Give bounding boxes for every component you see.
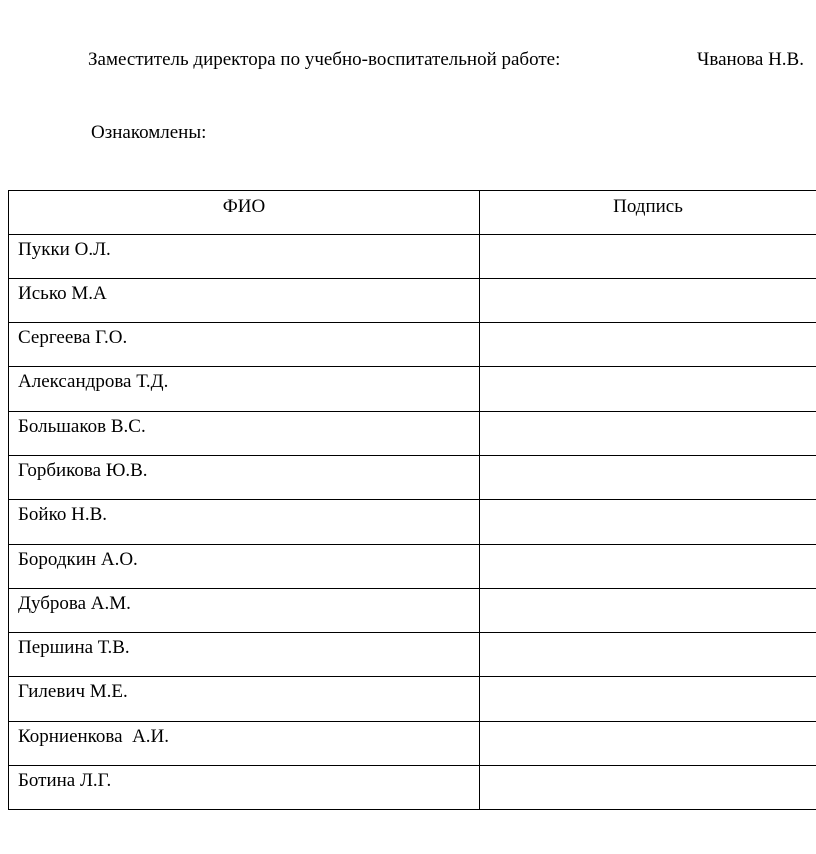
- signature-cell[interactable]: [480, 588, 816, 632]
- acknowledged-label: Ознакомлены:: [91, 122, 207, 143]
- deputy-title: Заместитель директора по учебно-воспитательной работе:: [88, 49, 561, 70]
- signature-cell[interactable]: [480, 367, 816, 411]
- table-row: [9, 234, 816, 278]
- signature-cell[interactable]: [480, 544, 816, 588]
- signature-cell[interactable]: [480, 234, 816, 278]
- table-row: [9, 411, 816, 455]
- signature-cell[interactable]: [480, 323, 816, 367]
- name-cell: Бойко Н.В.: [9, 500, 480, 544]
- table-row: [9, 500, 816, 544]
- signature-cell[interactable]: [480, 411, 816, 455]
- column-header-fio: ФИО: [9, 191, 480, 235]
- signature-cell[interactable]: [480, 633, 816, 677]
- table-row: [9, 721, 816, 765]
- table-row: [9, 633, 816, 677]
- signature-cell[interactable]: [480, 721, 816, 765]
- column-header-signature: Подпись: [480, 191, 816, 235]
- name-cell: Гилевич М.Е.: [9, 677, 480, 721]
- table-row: [9, 367, 816, 411]
- name-cell: Дуброва А.М.: [9, 588, 480, 632]
- acknowledgement-table: [8, 190, 816, 810]
- table-row: [9, 323, 816, 367]
- name-cell: Першина Т.В.: [9, 633, 480, 677]
- name-cell: Ботина Л.Г.: [9, 766, 480, 810]
- signature-cell[interactable]: [480, 677, 816, 721]
- signature-cell[interactable]: [480, 766, 816, 810]
- name-cell: Горбикова Ю.В.: [9, 455, 480, 499]
- name-cell: Корниенкова А.И.: [9, 721, 480, 765]
- name-cell: Бородкин А.О.: [9, 544, 480, 588]
- table-row: [9, 278, 816, 322]
- deputy-name: Чванова Н.В.: [697, 49, 804, 70]
- name-cell: Большаков В.С.: [9, 411, 480, 455]
- table-row: [9, 455, 816, 499]
- name-cell: Пукки О.Л.: [9, 234, 480, 278]
- signature-cell[interactable]: [480, 278, 816, 322]
- table-row: [9, 766, 816, 810]
- name-cell: Александрова Т.Д.: [9, 367, 480, 411]
- name-cell: Исько М.А: [9, 278, 480, 322]
- table-row: [9, 588, 816, 632]
- table-row: [9, 544, 816, 588]
- signature-cell[interactable]: [480, 455, 816, 499]
- table-header-row: [9, 191, 816, 235]
- signature-cell[interactable]: [480, 500, 816, 544]
- table-row: [9, 677, 816, 721]
- name-cell: Сергеева Г.О.: [9, 323, 480, 367]
